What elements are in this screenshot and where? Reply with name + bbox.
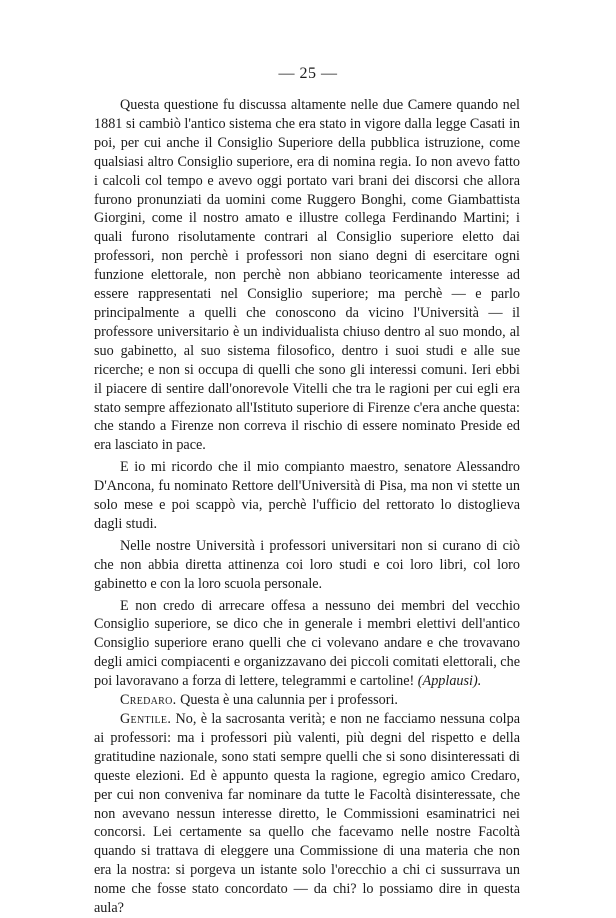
paragraph-1: Questa questione fu discussa altamente nelle due Camere quando nel 1881 si cambiò l'antico sistema che era stato in vigore dalla legge Casati in poi, per cui anche il Consiglio Superiore della pubblica istruzione, come qualsiasi altro Consiglio superiore, era di nomina regia. Io non avevo fatto i calcoli col tempo e avevo oggi portato vari brani dei discorsi che allora furono pronunziati da uomini come Ruggero Bonghi, come Giambattista Giorgini, come il nostro amato e illustre collega Ferdinando Martini; i quali furono risolutamente contrari al Consiglio superiore eletto dai professori, non perchè i professori non siano degni di esercitare ogni funzione elettorale, non perchè non abbiano teoricamente interesse ad essere rappresentati nel Consiglio superiore; ma perchè — e parlo principalmente a quelli che conoscono da vicino l'Università — il professore universitario è un individualista chiuso dentro al suo mondo, al suo gabinetto, al suo sistema filosofico, dentro i suoi studi e alle sue ricerche; e non si occupa di quelli che sono gli interessi comuni. Ieri ebbi il piacere di sentire dall'onorevole Vitelli che tra le ragioni per cui egli era stato sempre affezionato all'Istituto superiore di Firenze c'era anche questa: che stando a Firenze non correva il rischio di essere nominato Preside ed era lasciato in pace.	[94, 97, 520, 454]
applause-note: (Applausi).	[417, 673, 482, 690]
body-text	[94, 96, 520, 918]
speaker-gentile: Gentile.	[120, 711, 172, 727]
page-number: — 25 —	[278, 65, 338, 82]
exchange-gentile	[94, 710, 520, 918]
paragraph-4	[94, 597, 520, 692]
exchange-gentile-text: No, è la sacrosanta verità; e non ne facciamo nessuna colpa ai professori: ma i professori più valenti, più degni del rispetto e della gratitudine nazionale, sono stati sempre quelli che si sono disinteressati di queste elezioni. Ed è appunto questa la ragione, egregio amico Credaro, per cui non conveniva far nominare da tutte le Facoltà disinteressate, che non avevano nessun interesse diretto, le Commissioni esaminatrici nei concorsi. Lei certamente sa quello che facevamo nelle nostre Facoltà quando si trattava di eleggere una Commissione di una materia che non era la nostra: si porgeva un istante solo l'orecchio a chi ci sussurrava un nome che fosse stato concordato — da chi? lo possiamo dire in questa aula?	[94, 711, 521, 917]
paragraph-4-text: E non credo di arrecare offesa a nessuno dei membri del vecchio Consiglio superiore, se dico che in generale i membri elettivi dell'antico Consiglio superiore erano quelli che ci volevano andare e che trovavano degli amici compiacenti e organizzavano dei piccoli comitati elettorali, che poi lavoravano a forza di lettere, telegrammi e cartoline!	[94, 597, 520, 690]
exchange-credaro	[94, 691, 520, 710]
exchange-credaro-text: Questa è una calunnia per i professori.	[180, 692, 398, 709]
paragraph-3: Nelle nostre Università i professori universitari non si curano di ciò che non abbia diretta attinenza coi loro studi e coi loro libri, col loro gabinetto e con la loro scuola personale.	[94, 537, 520, 592]
speaker-credaro: Credaro.	[120, 692, 177, 709]
paragraph-2: E io mi ricordo che il mio compianto maestro, senatore Alessandro D'Ancona, fu nominato Rettore dell'Università di Pisa, ma non vi stette un solo mese e poi scappò via, perchè l'ufficio del rettorato lo distoglieva dagli studi.	[94, 459, 520, 532]
